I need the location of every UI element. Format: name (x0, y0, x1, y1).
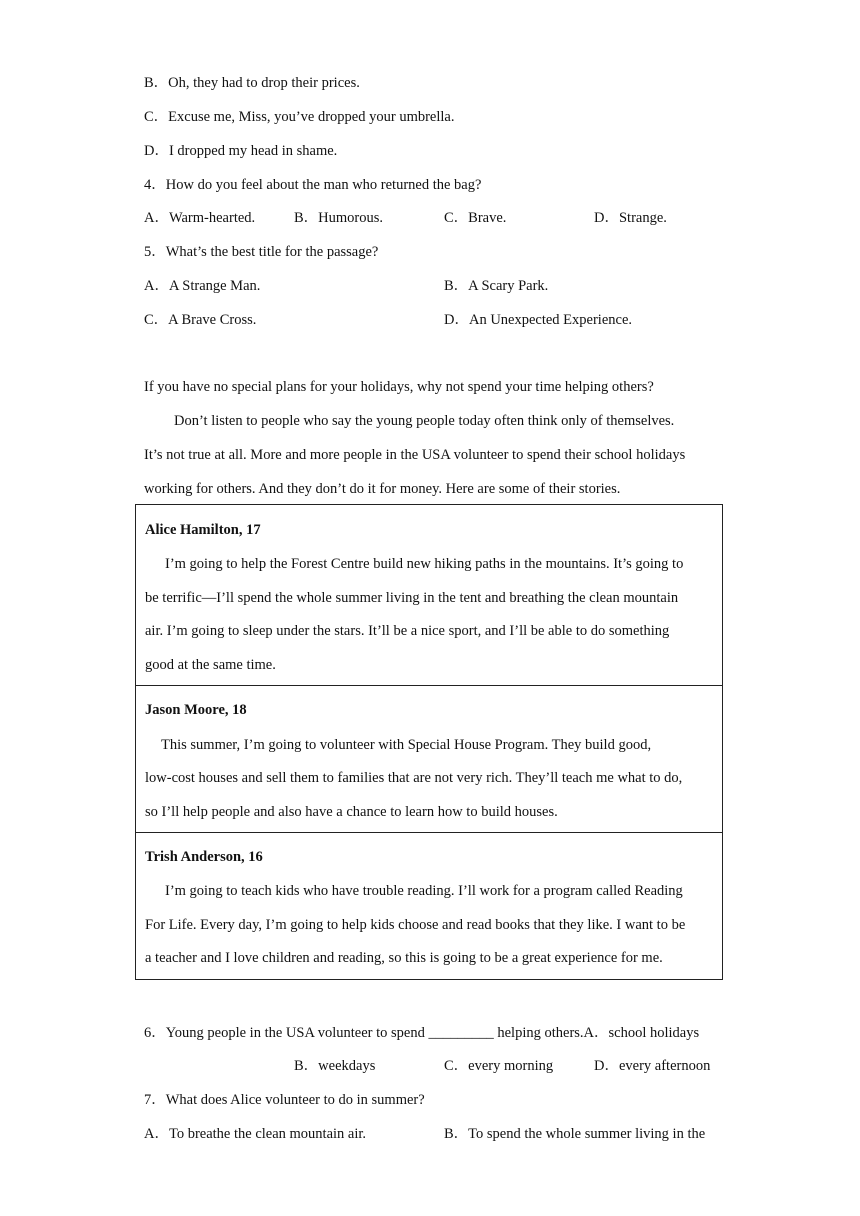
q6-option-c: C．every morning (444, 1058, 554, 1074)
q7-option-b: B．To spend the whole summer living in the (444, 1126, 706, 1142)
q6-question: 6．Young people in the USA volunteer to spend _________ helping others.A．school holidays (144, 1025, 700, 1041)
story-line: so I’ll help people and also have a chance to learn how to build houses. (145, 804, 558, 820)
q7-option-a: A．To breathe the clean mountain air. (144, 1126, 367, 1142)
q6-option-d: D．every afternoon (594, 1058, 711, 1074)
q7-question: 7．What does Alice volunteer to do in summer? (144, 1092, 425, 1108)
story-name: Trish Anderson, 16 (145, 849, 263, 865)
q5-question: 5．What’s the best title for the passage? (144, 244, 379, 260)
passage-line-3: working for others. And they don’t do it for money. Here are some of their stories. (144, 481, 621, 497)
story-name: Alice Hamilton, 17 (145, 522, 261, 538)
story-line: air. I’m going to sleep under the stars. It’ll be a nice sport, and I’ll be able to do something (145, 623, 670, 639)
story-box-trish (135, 832, 723, 980)
story-line: For Life. Every day, I’m going to help kids choose and read books that they like. I want to be (145, 917, 686, 933)
q3-option-b: B．Oh, they had to drop their prices. (144, 75, 360, 91)
story-line: I’m going to help the Forest Centre build new hiking paths in the mountains. It’s going to (165, 556, 684, 572)
q3-option-c: C．Excuse me, Miss, you’ve dropped your umbrella. (144, 109, 455, 125)
q3-option-d: D．I dropped my head in shame. (144, 143, 338, 159)
q4-option-c: C．Brave. (444, 210, 507, 226)
passage-intro: If you have no special plans for your holidays, why not spend your time helping others? (144, 379, 654, 395)
story-box-jason (135, 685, 723, 833)
q6-option-b: B．weekdays (294, 1058, 376, 1074)
passage-line-1: Don’t listen to people who say the young people today often think only of themselves. (174, 413, 675, 429)
story-line: low-cost houses and sell them to families that are not very rich. They’ll teach me what to do, (145, 770, 683, 786)
q4-option-b: B．Humorous. (294, 210, 384, 226)
story-name: Jason Moore, 18 (145, 702, 247, 718)
q4-question: 4．How do you feel about the man who returned the bag? (144, 177, 482, 193)
story-line: This summer, I’m going to volunteer with Special House Program. They build good, (161, 737, 652, 753)
story-box-alice (135, 504, 723, 686)
q4-option-a: A．Warm-hearted. (144, 210, 256, 226)
q5-option-a: A．A Strange Man. (144, 278, 261, 294)
story-line: a teacher and I love children and reading, so this is going to be a great experience for me. (145, 950, 663, 966)
q4-option-d: D．Strange. (594, 210, 667, 226)
story-line: I’m going to teach kids who have trouble reading. I’ll work for a program called Reading (165, 883, 683, 899)
q5-option-d: D．An Unexpected Experience. (444, 312, 633, 328)
q5-option-b: B．A Scary Park. (444, 278, 549, 294)
q5-option-c: C．A Brave Cross. (144, 312, 257, 328)
story-line: be terrific—I’ll spend the whole summer living in the tent and breathing the clean mountain (145, 590, 679, 606)
story-line: good at the same time. (145, 657, 276, 673)
passage-line-2: It’s not true at all. More and more people in the USA volunteer to spend their school holidays (144, 447, 686, 463)
